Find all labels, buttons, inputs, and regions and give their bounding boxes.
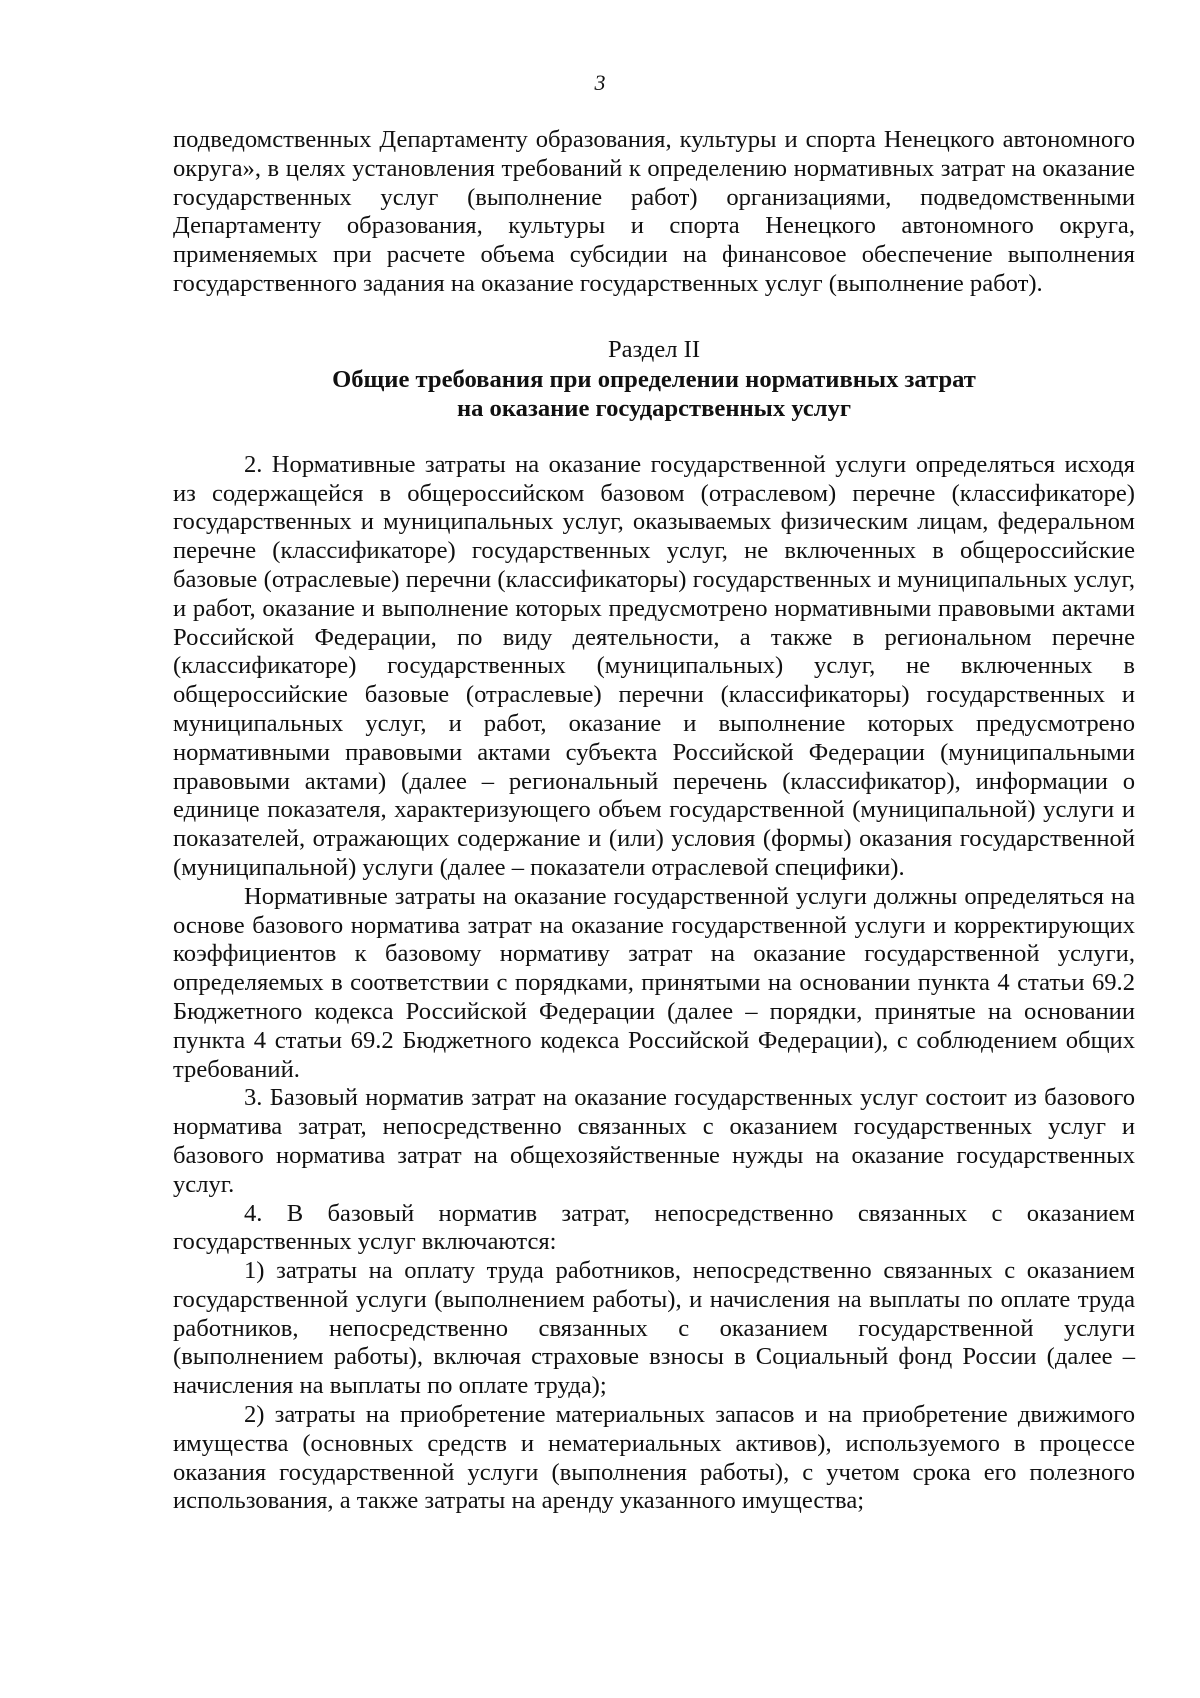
section-title <box>173 365 1135 423</box>
paragraph-item-3: 3. Базовый норматив затрат на оказание государственных услуг состоит из базового норматива затрат, непосредственно связанных с оказанием государственных услуг и базового норматива затрат на общехозяйственные нужды на оказание государственных услуг. <box>173 1084 1135 1198</box>
paragraph-item-4: 4. В базовый норматив затрат, непосредственно связанных с оказанием государственных услуг включаются: <box>173 1199 1135 1256</box>
section-title-line-2: на оказание государственных услуг <box>456 394 852 422</box>
paragraph-item-2: 2. Нормативные затраты на оказание государственной услуги определяться исходя из содержащейся в общероссийском базовом (отраслевом) перечне (классификаторе) государственных и муниципальных услуг, оказываемых физическим лицам, федеральном перечне (классификаторе) государственных услуг, не включенных в общероссийские базовые (отраслевые) перечни (классификаторы) государственных и муниципальных услуг, и работ, оказание и выполнение которых предусмотрено нормативными правовыми актами Российской Федерации, по виду деятельности, а также в региональном перечне (классификаторе) государственных (муниципальных) услуг, не включенных в общероссийские базовые (отраслевые) перечни (классификаторы) государственных и муниципальных услуг, и работ, оказание и выполнение которых предусмотрено нормативными правовыми актами субъекта Российской Федерации (муниципальными правовыми актами) (далее – региональный перечень (классификатор), информации о единице показателя, характеризующего объем государственной (муниципальной) услуги и показателей, отражающих содержание и (или) условия (формы) оказания государственной (муниципальной) услуги (далее – показатели отраслевой специфики). <box>173 450 1135 881</box>
intro-paragraph: подведомственных Департаменту образования, культуры и спорта Ненецкого автономного округа», в целях установления требований к определению нормативных затрат на оказание государственных услуг (выполнение работ) организациями, подведомственными Департаменту образования, культуры и спорта Ненецкого автономного округа, применяемых при расчете объема субсидии на финансовое обеспечение выполнения государственного задания на оказание государственных услуг (выполнение работ). <box>173 126 1135 297</box>
paragraph-subitem-2: 2) затраты на приобретение материальных запасов и на приобретение движимого имущества (основных средств и нематериальных активов), используемого в процессе оказания государственной услуги (выполнения работы), с учетом срока его полезного использования, а также затраты на аренду указанного имущества; <box>173 1401 1135 1515</box>
section-title-line-1: Общие требования при определении нормативных затрат <box>332 365 976 393</box>
paragraph-subitem-1: 1) затраты на оплату труда работников, непосредственно связанных с оказанием государственной услуги (выполнением работы), и начисления на выплаты по оплате труда работников, непосредственно связанных с оказанием государственной услуги (выполнением работы), включая страховые взносы в Социальный фонд России (далее – начисления на выплаты по оплате труда); <box>173 1257 1135 1400</box>
paragraph-normative-costs: Нормативные затраты на оказание государственной услуги должны определяться на основе базового норматива затрат на оказание государственной услуги и корректирующих коэффициентов к базовому нормативу затрат на оказание государственной услуги, определяемых в соответствии с порядками, принятыми на основании пункта 4 статьи 69.2 Бюджетного кодекса Российской Федерации (далее – порядки, принятые на основании пункта 4 статьи 69.2 Бюджетного кодекса Российской Федерации), с соблюдением общих требований. <box>173 882 1135 1083</box>
section-heading <box>173 335 1135 423</box>
document-body <box>173 126 1135 1516</box>
section-label: Раздел II <box>607 335 701 363</box>
page-number: 3 <box>594 70 606 95</box>
